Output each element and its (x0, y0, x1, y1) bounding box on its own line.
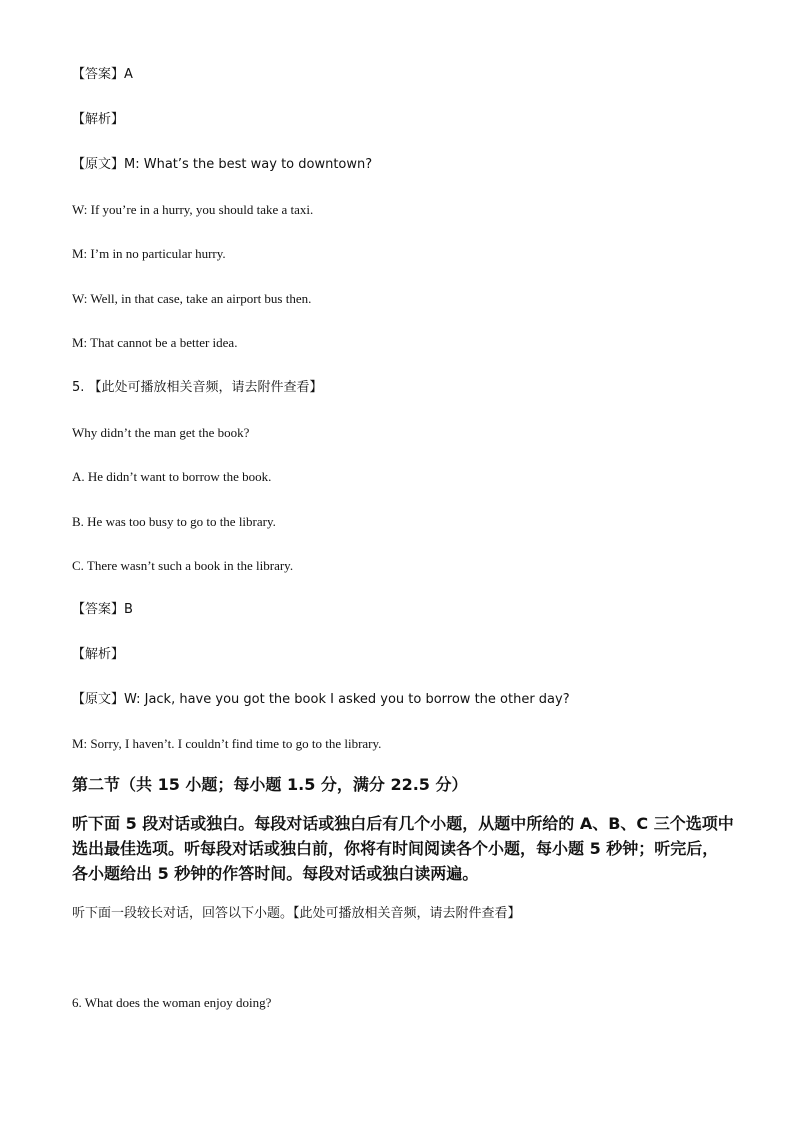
answer-label-2: 【答案】B (72, 602, 133, 617)
transcript-line-7: M: Sorry, I haven’t. I couldn’t find time to go to the library. (72, 736, 382, 751)
section-heading: 第二节（共 15 小题；每小题 1.5 分，满分 22.5 分） (72, 775, 468, 794)
question-5-option-b: B. He was too busy to go to the library. (72, 514, 276, 529)
analysis-label-1: 【解析】 (72, 112, 125, 127)
question-6-prompt: 6. What does the woman enjoy doing? (72, 995, 272, 1010)
long-dialogue-intro: 听下面一段较长对话，回答以下小题。【此处可播放相关音频，请去附件查看】 (72, 906, 521, 921)
section-instructions-line-2: 选出最佳选项。听每段对话或独白前，你将有时间阅读各个小题，每小题 5 秒钟；听完后， (72, 839, 719, 858)
transcript-line-4: W: Well, in that case, take an airport bus then. (72, 291, 312, 306)
question-5-prompt: Why didn’t the man get the book? (72, 425, 250, 440)
question-5-option-c: C. There wasn’t such a book in the library. (72, 558, 294, 573)
transcript-line-1: 【原文】M: What’s the best way to downtown? (72, 157, 373, 172)
answer-label-1: 【答案】A (72, 67, 133, 82)
transcript-line-5: M: That cannot be a better idea. (72, 335, 238, 350)
question-5-audio-note: 5. 【此处可播放相关音频，请去附件查看】 (72, 380, 323, 395)
transcript-line-3: M: I’m in no particular hurry. (72, 246, 226, 261)
transcript-line-2: W: If you’re in a hurry, you should take a taxi. (72, 202, 314, 217)
transcript-line-6: 【原文】W: Jack, have you got the book I asked you to borrow the other day? (72, 692, 570, 707)
section-instructions-line-3: 各小题给出 5 秒钟的作答时间。每段对话或独白读两遍。 (72, 864, 479, 883)
section-instructions-line-1: 听下面 5 段对话或独白。每段对话或独白后有几个小题，从题中所给的 A、B、C 三个选项中 (72, 814, 734, 833)
analysis-label-2: 【解析】 (72, 647, 125, 662)
question-5-option-a: A. He didn’t want to borrow the book. (72, 469, 272, 484)
